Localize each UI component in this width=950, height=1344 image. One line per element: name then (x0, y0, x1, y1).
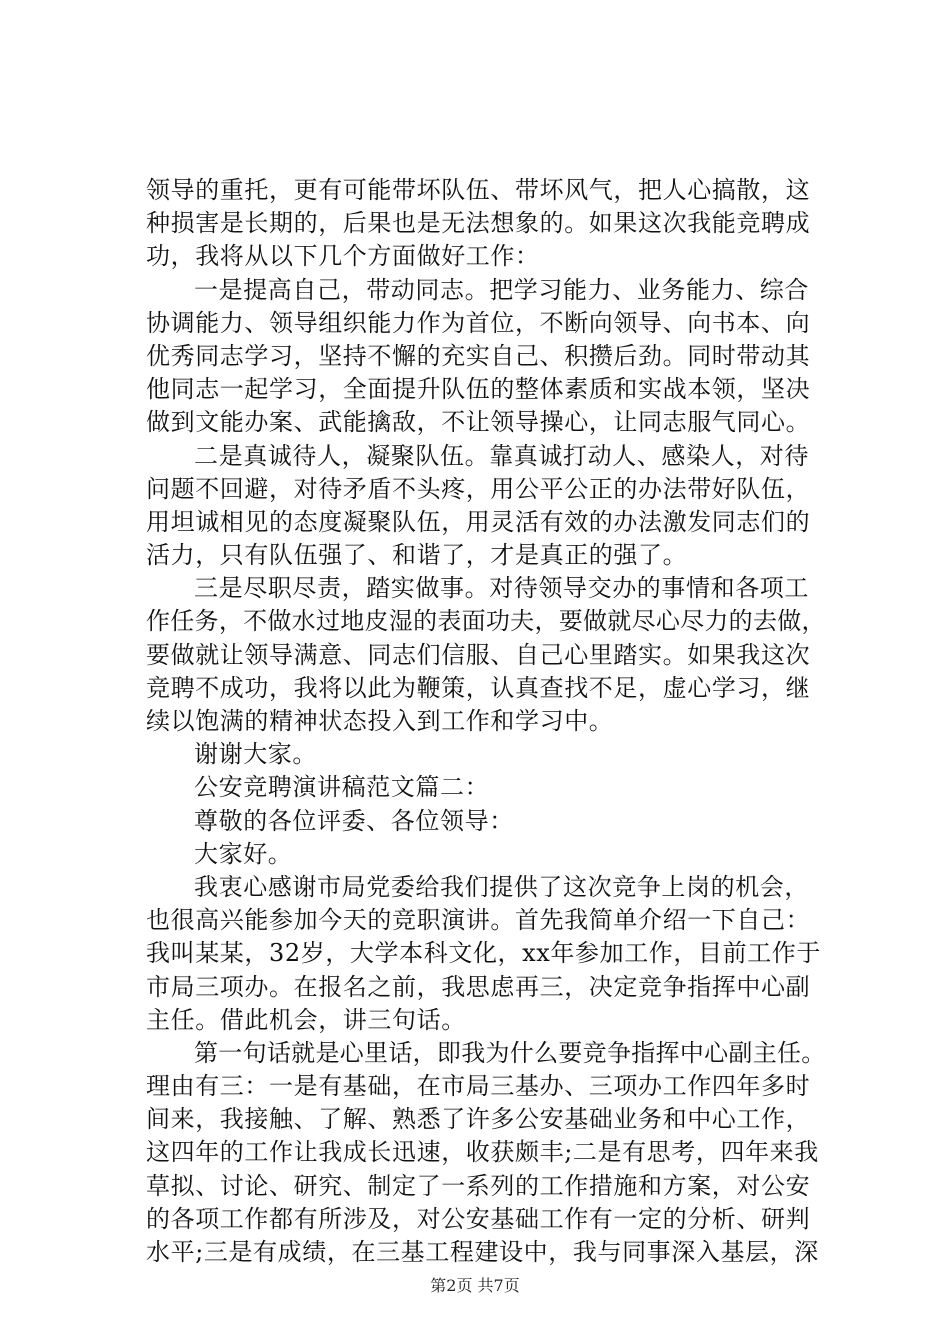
text-line: 草拟、讨论、研究、制定了一系列的工作措施和方案，对公安 (146, 1171, 811, 1200)
text-line: 也很高兴能参加今天的竞职演讲。首先我简单介绍一下自己： (146, 906, 811, 935)
text-line: 市局三项办。在报名之前，我思虑再三，决定竞争指挥中心副 (146, 972, 811, 1001)
text-line: 用坦诚相见的态度凝聚队伍，用灵活有效的办法激发同志们的 (146, 507, 811, 536)
text-line: 要做就让领导满意、同志们信服、自己心里踏实。如果我这次 (146, 640, 811, 669)
text-line: 一是提高自己，带动同志。把学习能力、业务能力、综合 (194, 275, 809, 304)
text-line: 优秀同志学习，坚持不懈的充实自己、积攒后劲。同时带动其 (146, 341, 811, 370)
text-line: 水平;三是有成绩，在三基工程建设中，我与同事深入基层，深 (146, 1238, 819, 1266)
text-line: 公安竞聘演讲稿范文篇二： (194, 773, 490, 802)
text-line: 间来，我接触、了解、熟悉了许多公安基础业务和中心工作， (146, 1105, 811, 1134)
text-line: 尊敬的各位评委、各位领导： (194, 806, 514, 835)
text-line: 种损害是长期的，后果也是无法想象的。如果这次我能竞聘成 (146, 209, 811, 238)
text-line: 主任。借此机会，讲三句话。 (146, 1005, 466, 1034)
text-line: 问题不回避，对待矛盾不头疼，用公平公正的办法带好队伍， (146, 474, 811, 503)
text-line: 第一句话就是心里话，即我为什么要竞争指挥中心副主任。 (194, 1038, 826, 1067)
text-line: 二是真诚待人，凝聚队伍。靠真诚打动人、感染人，对待 (194, 441, 809, 470)
text-line: 做到文能办案、武能擒敌，不让领导操心，让同志服气同心。 (146, 408, 811, 437)
text-line: 大家好。 (194, 839, 293, 868)
text-line: 的各项工作都有所涉及，对公安基础工作有一定的分析、研判 (146, 1204, 811, 1233)
page-footer: 第2页 共7页 (430, 1276, 520, 1295)
text-line: 理由有三：一是有基础，在市局三基办、三项办工作四年多时 (146, 1072, 811, 1101)
text-line: 我叫某某，32岁，大学本科文化，xx年参加工作，目前工作于 (146, 939, 822, 968)
text-line: 活力，只有队伍强了、和谐了，才是真正的强了。 (146, 541, 688, 570)
text-line: 作任务，不做水过地皮湿的表面功夫，要做就尽心尽力的去做， (146, 607, 826, 636)
text-line: 领导的重托，更有可能带坏队伍、带坏风气，把人心搞散，这 (146, 176, 811, 204)
text-line: 我衷心感谢市局党委给我们提供了这次竞争上岗的机会， (194, 872, 809, 901)
body-text (146, 174, 826, 1269)
text-line: 谢谢大家。 (194, 740, 317, 769)
text-line: 三是尽职尽责，踏实做事。对待领导交办的事情和各项工 (194, 574, 809, 603)
text-line: 功，我将从以下几个方面做好工作： (146, 242, 540, 271)
text-line: 他同志一起学习，全面提升队伍的整体素质和实战本领，坚决 (146, 375, 811, 404)
text-line: 竞聘不成功，我将以此为鞭策，认真查找不足，虚心学习，继 (146, 673, 811, 702)
text-line: 协调能力、领导组织能力作为首位，不断向领导、向书本、向 (146, 308, 811, 337)
text-line: 这四年的工作让我成长迅速，收获颇丰;二是有思考，四年来我 (146, 1138, 819, 1167)
text-line: 续以饱满的精神状态投入到工作和学习中。 (146, 707, 614, 735)
